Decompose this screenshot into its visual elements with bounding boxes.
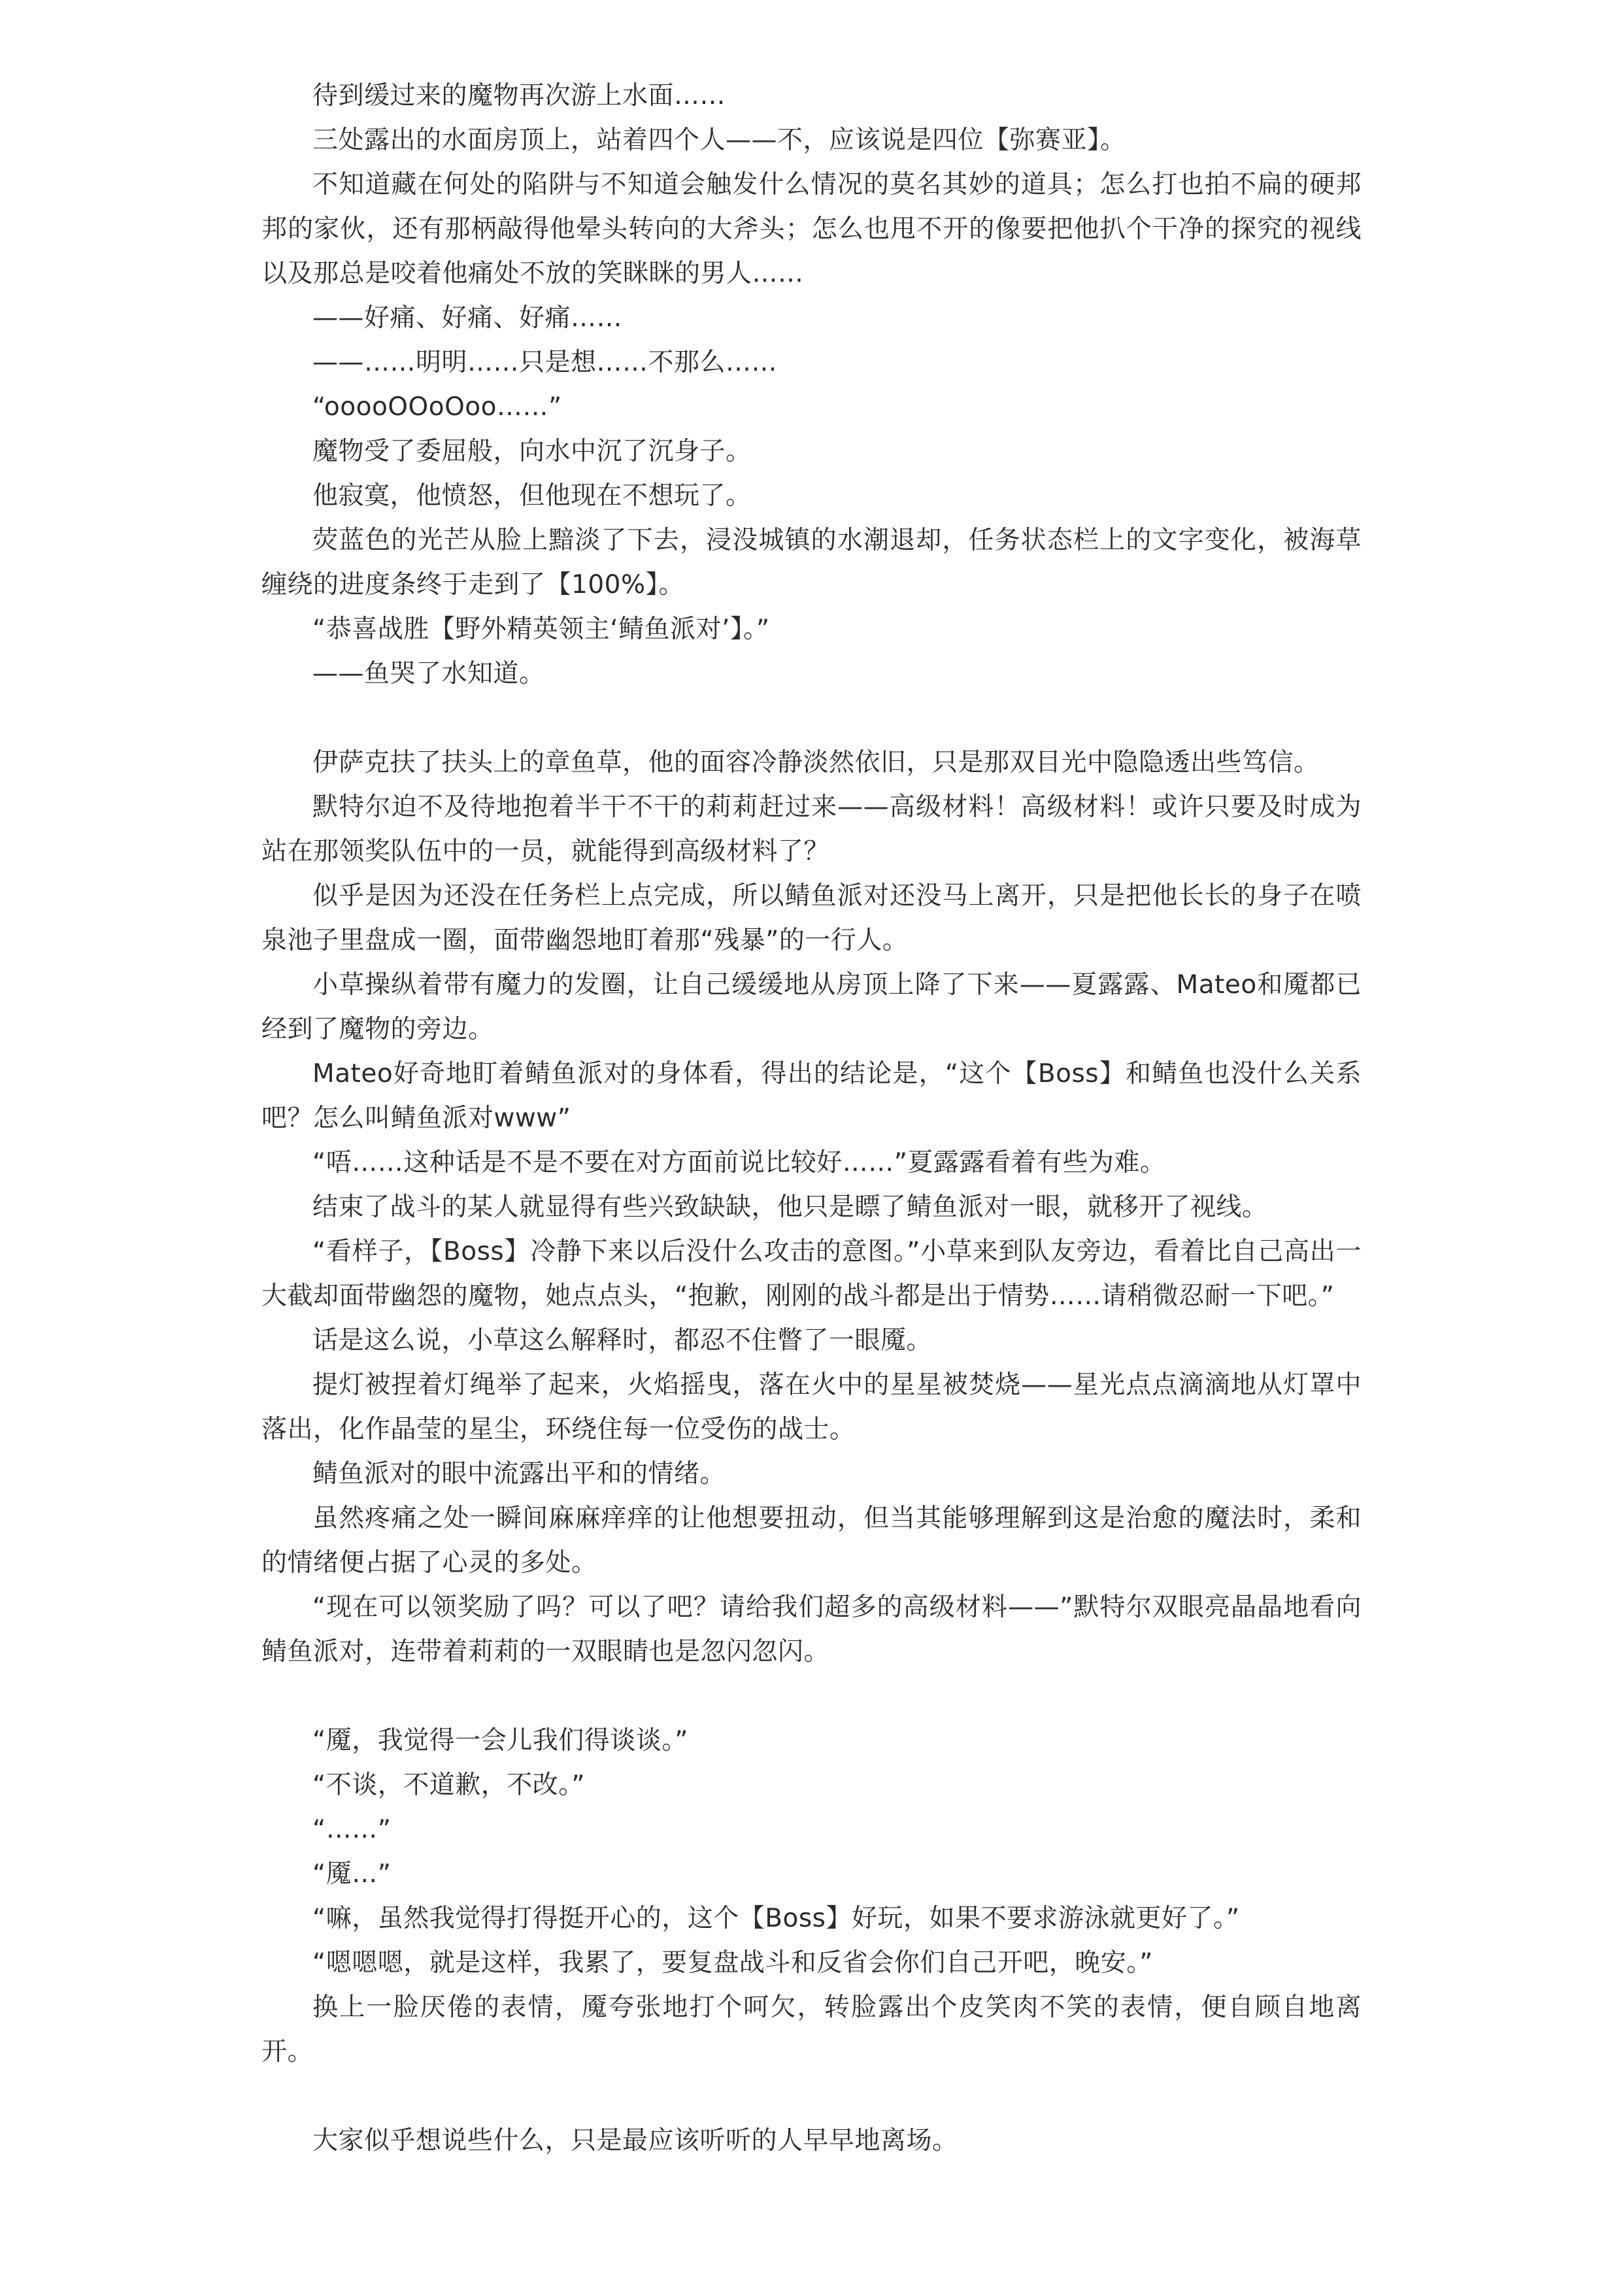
paragraph: “魇，我觉得一会儿我们得谈谈。” [312,1726,688,1755]
paragraph: “现在可以领奖励了吗？可以了吧？请给我们超多的高级材料——”默特尔双眼亮晶晶地看向鲭鱼派对，连带着莉莉的一双眼睛也是忽闪忽闪。 [261,1593,1362,1666]
paragraph: 提灯被捏着灯绳举了起来，火焰摇曳，落在火中的星星被焚烧——星光点点滴滴地从灯罩中落出，化作晶莹的星尘，环绕住每一位受伤的战士。 [261,1370,1362,1444]
paragraph: 似乎是因为还没在任务栏上点完成，所以鲭鱼派对还没马上离开，只是把他长长的身子在喷泉池子里盘成一圈，面带幽怨地盯着那“残暴”的一行人。 [261,881,1362,955]
paragraph: “ooooOOoOoo……” [312,392,562,422]
paragraph: 三处露出的水面房顶上，站着四个人——不，应该说是四位【弥赛亚】。 [312,126,1126,155]
paragraph: 小草操纵着带有魔力的发圈，让自己缓缓地从房顶上降了下来——夏露露、Mateo和魇都已经到了魔物的旁边。 [261,970,1362,1044]
paragraph: 不知道藏在何处的陷阱与不知道会触发什么情况的莫名其妙的道具；怎么打也拍不扁的硬邦邦的家伙，还有那柄敲得他晕头转向的大斧头；怎么也甩不开的像要把他扒个干净的探究的视线以及那总是咬着他痛处不放的笑眯眯的男人…… [261,170,1362,288]
paragraph: 结束了战斗的某人就显得有些兴致缺缺，他只是瞟了鲭鱼派对一眼，就移开了视线。 [312,1192,1268,1222]
paragraph: 荧蓝色的光芒从脸上黯淡了下去，浸没城镇的水潮退却，任务状态栏上的文字变化，被海草缠绕的进度条终于走到了【100%】。 [261,526,1362,599]
paragraph: “不谈，不道歉，不改。” [312,1770,585,1800]
paragraph: “看样子，【Boss】冷静下来以后没什么攻击的意图。”小草来到队友旁边，看着比自己高出一大截却面带幽怨的魔物，她点点头，“抱歉，刚刚的战斗都是出于情势……请稍微忍耐一下吧。” [261,1237,1362,1311]
paragraph: 大家似乎想说些什么，只是最应该听听的人早早地离场。 [312,2126,958,2155]
paragraph: 他寂寞，他愤怒，但他现在不想玩了。 [312,481,752,511]
paragraph: 虽然疼痛之处一瞬间麻麻痒痒的让他想要扭动，但当其能够理解到这是治愈的魔法时，柔和的情绪便占据了心灵的多处。 [261,1504,1362,1578]
paragraph: 待到缓过来的魔物再次游上水面…… [312,81,726,110]
paragraph: ——……明明……只是想……不那么…… [312,348,778,377]
paragraph: “嗯嗯嗯，就是这样，我累了，要复盘战斗和反省会你们自己开吧，晚安。” [312,1948,1153,1978]
paragraph: “……” [312,1815,392,1844]
paragraph: ——好痛、好痛、好痛…… [312,303,623,333]
paragraph: 伊萨克扶了扶头上的章鱼草，他的面容冷静淡然依旧，只是那双目光中隐隐透出些笃信。 [312,748,1320,777]
paragraph: “魇…” [312,1859,392,1889]
paragraph: 鲭鱼派对的眼中流露出平和的情绪。 [312,1459,726,1489]
section-break [261,696,1362,741]
paragraph: 默特尔迫不及待地抱着半干不干的莉莉赶过来——高级材料！高级材料！或许只要及时成为站在那领奖队伍中的一员，就能得到高级材料了？ [261,792,1362,866]
paragraph: “嘛，虽然我觉得打得挺开心的，这个【Boss】好玩，如果不要求游泳就更好了。” [312,1904,1240,1933]
paragraph: 话是这么说，小草这么解释时，都忍不住瞥了一眼魇。 [312,1326,933,1355]
paragraph: “恭喜战胜【野外精英领主‘鲭鱼派对’】。” [312,615,770,644]
document-body [261,74,1362,2163]
paragraph: 魔物受了委屈般，向水中沉了沉身子。 [312,437,752,466]
paragraph: Mateo好奇地盯着鲭鱼派对的身体看，得出的结论是，“这个【Boss】和鲭鱼也没什么关系吧？怎么叫鲭鱼派对www” [261,1059,1362,1133]
paragraph: ——鱼哭了水知道。 [312,659,545,688]
section-break [261,2074,1362,2119]
paragraph: 换上一脸厌倦的表情，魇夸张地打个呵欠，转脸露出个皮笑肉不笑的表情，便自顾自地离开。 [261,1993,1362,2067]
paragraph: “唔……这种话是不是不要在对方面前说比较好……”夏露露看着有些为难。 [312,1148,1166,1177]
section-break [261,1674,1362,1719]
